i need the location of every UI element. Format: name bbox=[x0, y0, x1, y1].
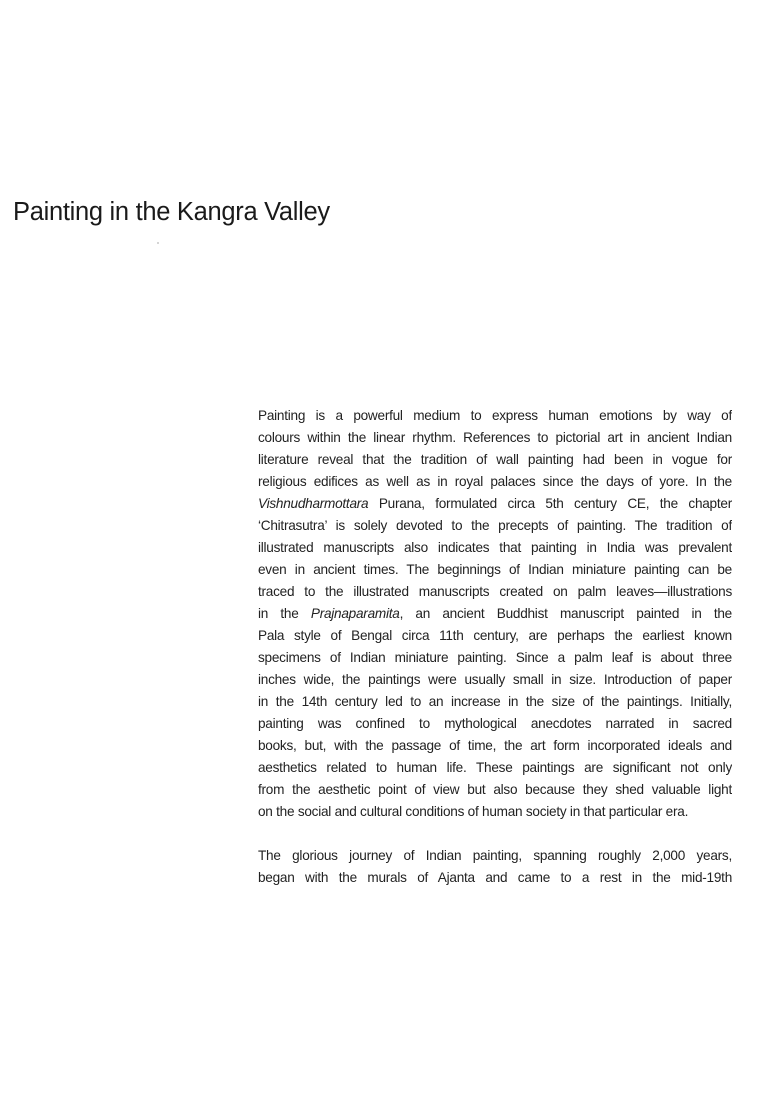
text-line bbox=[258, 867, 732, 889]
scan-speck bbox=[157, 242, 159, 244]
text-segment: The glorious journey of Indian painting, spanning roughly 2,000 years, bbox=[258, 848, 732, 863]
text-line bbox=[258, 625, 732, 647]
text-segment: traced to the illustrated manuscripts created on palm leaves—illustrations bbox=[258, 584, 732, 599]
text-segment: aesthetics related to human life. These paintings are significant not only bbox=[258, 760, 732, 775]
text-segment: painting was confined to mythological anecdotes narrated in sacred bbox=[258, 716, 732, 731]
body-paragraph-1 bbox=[258, 405, 732, 823]
text-segment: inches wide, the paintings were usually small in size. Introduction of paper bbox=[258, 672, 732, 687]
text-line bbox=[258, 779, 732, 801]
text-line bbox=[258, 581, 732, 603]
text-line bbox=[258, 515, 732, 537]
text-segment: religious edifices as well as in royal palaces since the days of yore. In the bbox=[258, 474, 732, 489]
text-line bbox=[258, 603, 732, 625]
text-line bbox=[258, 735, 732, 757]
text-segment: illustrated manuscripts also indicates that painting in India was prevalent bbox=[258, 540, 732, 555]
text-segment: Pala style of Bengal circa 11th century, are perhaps the earliest known bbox=[258, 628, 732, 643]
text-segment: ‘Chitrasutra’ is solely devoted to the precepts of painting. The tradition of bbox=[258, 518, 732, 533]
text-line bbox=[258, 845, 732, 867]
text-segment: Painting is a powerful medium to express human emotions by way of bbox=[258, 408, 732, 423]
text-segment: even in ancient times. The beginnings of Indian miniature painting can be bbox=[258, 562, 732, 577]
text-segment: in the 14th century led to an increase in the size of the paintings. Initially, bbox=[258, 694, 732, 709]
text-segment: from the aesthetic point of view but also because they shed valuable light bbox=[258, 782, 732, 797]
text-segment: , an ancient Buddhist manuscript painted in the bbox=[399, 606, 732, 621]
text-line bbox=[258, 493, 732, 515]
text-line bbox=[258, 471, 732, 493]
text-line bbox=[258, 801, 732, 823]
text-line bbox=[258, 713, 732, 735]
text-segment: began with the murals of Ajanta and came to a rest in the mid-19th bbox=[258, 870, 732, 885]
text-line bbox=[258, 449, 732, 471]
text-segment: specimens of Indian miniature painting. Since a palm leaf is about three bbox=[258, 650, 732, 665]
text-line bbox=[258, 647, 732, 669]
body-paragraph-2 bbox=[258, 845, 732, 889]
text-line bbox=[258, 559, 732, 581]
text-segment: in the bbox=[258, 606, 311, 621]
text-line bbox=[258, 405, 732, 427]
text-segment: literature reveal that the tradition of wall painting had been in vogue for bbox=[258, 452, 732, 467]
text-segment: on the social and cultural conditions of human society in that particular era. bbox=[258, 804, 689, 819]
text-segment: books, but, with the passage of time, the art form incorporated ideals and bbox=[258, 738, 732, 753]
italic-title-text: Vishnudharmottara bbox=[258, 496, 369, 511]
text-segment: Purana, formulated circa 5th century CE, the chapter bbox=[368, 496, 732, 511]
text-line bbox=[258, 537, 732, 559]
text-line bbox=[258, 427, 732, 449]
text-line bbox=[258, 669, 732, 691]
text-line bbox=[258, 691, 732, 713]
text-line bbox=[258, 757, 732, 779]
page-title: Painting in the Kangra Valley bbox=[13, 198, 330, 226]
italic-title-text: Prajnaparamita bbox=[310, 606, 400, 621]
text-segment: colours within the linear rhythm. References to pictorial art in ancient Indian bbox=[258, 430, 732, 445]
